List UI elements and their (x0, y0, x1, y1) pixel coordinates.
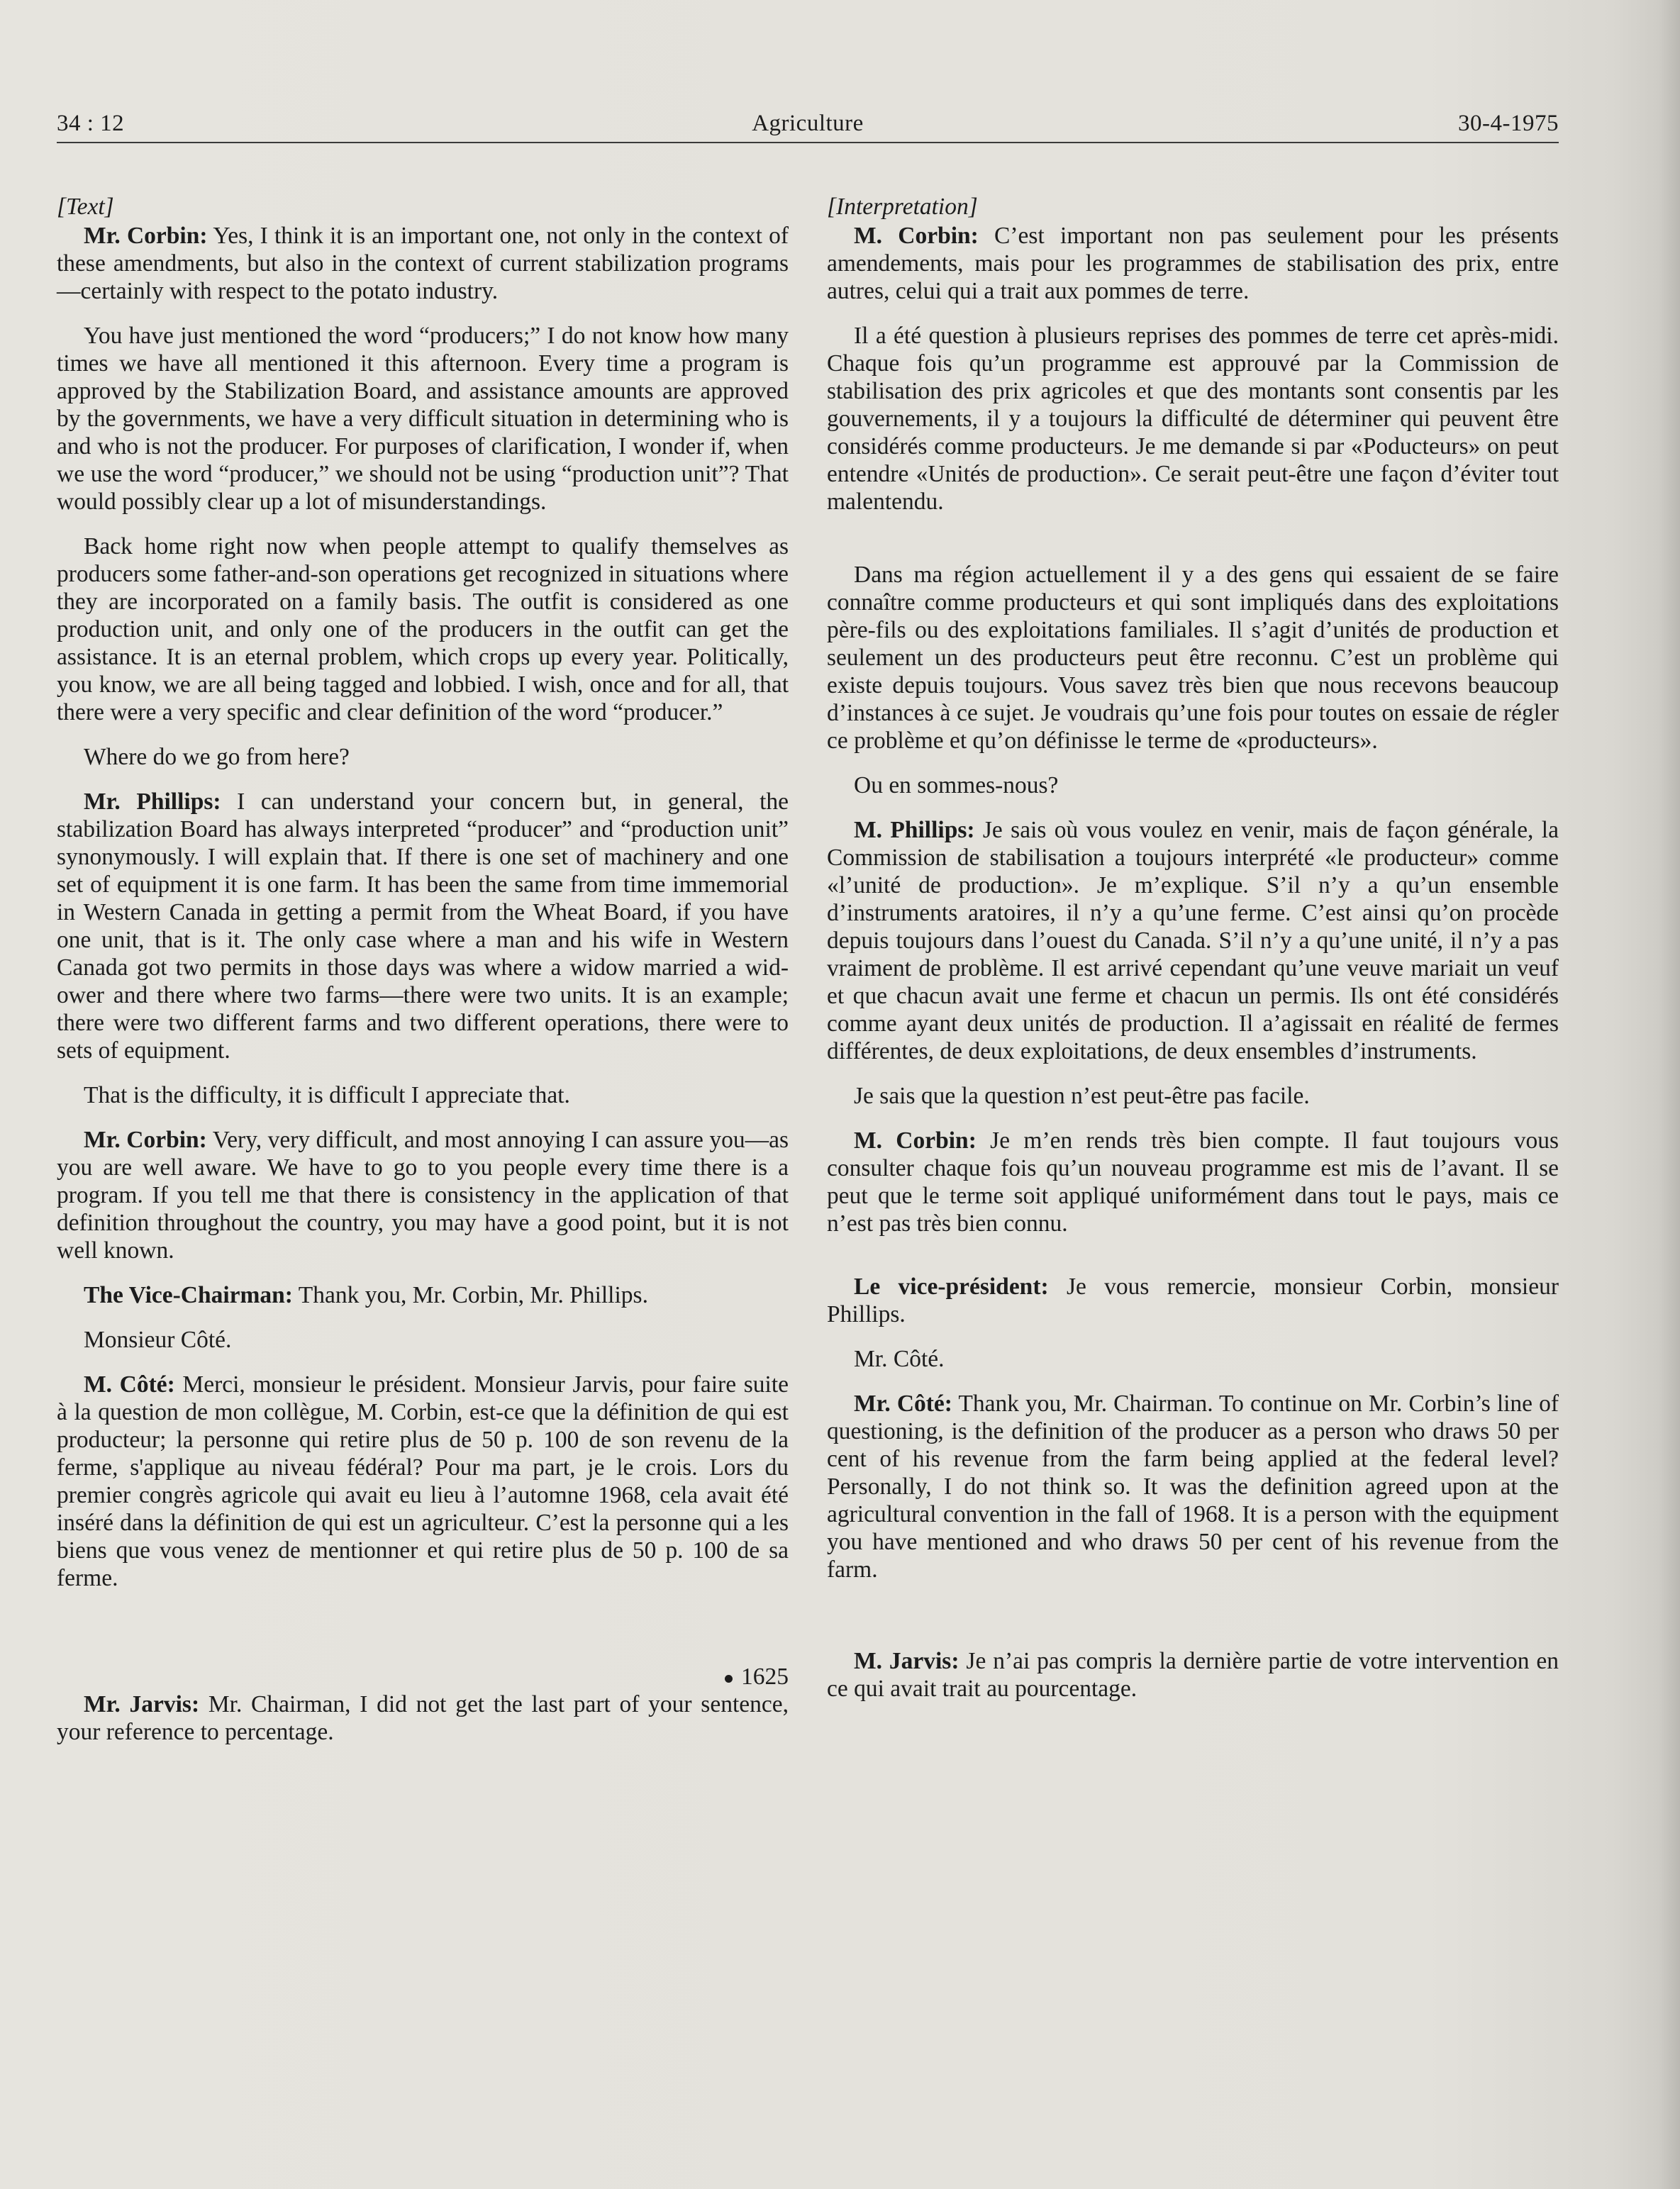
paragraph: That is the difficulty, it is difficult I appreciate that. (84, 1082, 570, 1108)
french-column (827, 193, 1559, 1720)
speaker-name: Mr. Corbin: (84, 1127, 207, 1153)
paragraph (827, 816, 1559, 1065)
paragraph: Il a été question à plusieurs reprises des pommes de terre cet après-midi. Chaque fois qu’un programme est approuvé par la Commission de stabilisation des prix agricoles et que des montants sont consentis par les gouvernements, il y a toujours la difficulté de déterminer qui peuvent être considérés comme producteurs. Je me demande si par «Poducteurs» on peut entendre «Unités de production». Ce serait peut-être une façon d’éviter tout malentendu. (827, 323, 1559, 515)
paragraph (827, 1127, 1559, 1237)
speech-text: Very, very difficult, and most annoying I can assure you—as you are well aware. We have to go to you people every time there is a program. If you tell me that there is consistency in the application of that definition throughout the country, you may have a good point, but it is not well known. (57, 1127, 789, 1264)
paragraph: Back home right now when people attempt to qualify themselves as producers some father-and-son operations get recognized in situations where they are incorporated on a family basis. The outfit is considered as one production unit, and only one of the producers in the outfit can get the assistance. It is an eternal problem, which crops up every year. Politically, you know, we are all being tagged and lobbied. I wish, once and for all, that there were a very specific and clear definition of the word “producer.” (57, 533, 789, 725)
paragraph: Monsieur Côté. (84, 1327, 232, 1353)
speech-text: Je m’en rends très bien compte. Il faut toujours vous consulter chaque fois qu’un nouveau programme est mis de l’avant. Il se peut que le terme soit appliqué uniformément dans tout le pays, mais ce n’est pas très bien connu. (827, 1127, 1559, 1237)
column-label: [Interpretation] (827, 194, 978, 220)
speaker-name: Le vice-président: (854, 1274, 1049, 1300)
speech-text: Je n’ai pas compris la dernière partie de votre intervention en ce qui avait trait au pourcentage. (827, 1648, 1559, 1702)
paragraph: Dans ma région actuellement il y a des gens qui essaient de se faire connaître comme producteurs et qui sont impliqués dans des exploitations père-fils ou des exploitations familiales. Il s’agit d’unités de production et seulement un des producteurs peut être reconnu. C’est un problème qui existe depuis toujours. Vous savez très bien que nous recevons beaucoup d’instances à ce sujet. Je voudrais qu’une fois pour toutes on essaie de régler ce problème et qu’on définisse le terme de «producteurs». (827, 562, 1559, 754)
speaker-name: M. Jarvis: (854, 1648, 959, 1674)
paragraph (827, 1273, 1559, 1328)
header-title: Agriculture (752, 111, 864, 136)
speaker-name: The Vice-Chairman: (84, 1282, 293, 1308)
paragraph: Where do we go from here? (84, 744, 350, 770)
page-reference: 34 : 12 (57, 111, 125, 136)
speaker-name: M. Côté: (84, 1371, 175, 1398)
speaker-name: Mr. Phillips: (84, 789, 221, 815)
time-marker-value: 1625 (741, 1664, 789, 1690)
paragraph (827, 1390, 1559, 1583)
speech-text: Je vous remercie, monsieur Corbin, monsieur Phillips. (827, 1274, 1559, 1327)
header-date: 30-4-1975 (1458, 111, 1559, 136)
paragraph (57, 1691, 789, 1746)
speaker-name: M. Corbin: (854, 1127, 977, 1154)
header-rule (57, 142, 1559, 143)
english-column (57, 193, 789, 1763)
speech-text: Yes, I think it is an important one, not only in the context of these amendments, but also in the context of current stabilization programs—certainly with respect to the potato industry. (57, 223, 789, 304)
paragraph (57, 788, 789, 1064)
paragraph (827, 1647, 1559, 1703)
speaker-name: M. Corbin: (854, 223, 979, 249)
page-edge-shadow (1659, 0, 1680, 2189)
bullet-icon (725, 1675, 733, 1683)
time-marker (57, 1663, 789, 1691)
speech-text: I can understand your concern but, in general, the stabilization Board has always interpreted “producer” and “production unit” synonymously. I will explain that. If there is one set of machinery and one set of equipment it is one farm. It has been the same from time immemorial in Western Canada in getting a permit from the Wheat Board, if you have one unit, that is it. The only case where a man and his wife in Western Canada got two permits in those days was where a widow married a widower and there where two farms—there were two units. It is an example; there were two different farms and two different operations, there were to sets of equipment. (57, 789, 789, 1064)
speech-text: C’est important non pas seulement pour les présents amendements, mais pour les programmes de stabilisation des prix, entre autres, celui qui a trait aux pommes de terre. (827, 223, 1559, 304)
paragraph: Ou en sommes-nous? (854, 772, 1059, 798)
paragraph (57, 1281, 789, 1309)
speaker-name: M. Phillips: (854, 817, 975, 843)
paragraph: Mr. Côté. (854, 1346, 945, 1372)
speaker-name: Mr. Jarvis: (84, 1691, 200, 1717)
paragraph (827, 222, 1559, 305)
speaker-name: Mr. Corbin: (84, 223, 208, 249)
paragraph (57, 1371, 789, 1592)
speaker-name: Mr. Côté: (854, 1391, 952, 1417)
column-label: [Text] (57, 194, 114, 220)
speech-text: Je sais où vous voulez en venir, mais de façon générale, la Commission de stabilisation a toujours interprété «le producteur» comme «l’unité de production». Je m’explique. S’il n’y a qu’un ensemble d’instruments aratoires, il n’y a qu’une ferme. C’est ainsi qu’on procède depuis toujours dans l’ouest du Canada. S’il n’y a qu’une unité, il n’y a pas vraiment de problème. Il est arrivé cependant qu’une veuve mariait un veuf et que chacun avait une ferme et chacun un permis. Ils ont été considérés comme ayant deux unités de production. Il a’agissait en réalité de fermes différentes, de deux exploitations, de deux ensembles d’instruments. (827, 817, 1559, 1064)
speech-text: Merci, monsieur le président. Monsieur Jarvis, pour faire suite à la question de mon collègue, M. Corbin, est-ce que la définition de qui est producteur; la personne qui retire plus de 50 p. 100 de son revenu de la ferme, s'applique au niveau fédéral? Pour ma part, je le crois. Lors du premier congrès agricole qui avait eu lieu à l’automne 1968, cela avait été inséré dans la définition de qui est un agriculteur. C’est la personne qui a les biens que vous venez de mentionner et qui retire plus de 50 p. 100 de sa ferme. (57, 1371, 789, 1591)
paragraph (57, 222, 789, 305)
paragraph (57, 1126, 789, 1264)
speech-text: Mr. Chairman, I did not get the last part of your sentence, your reference to percentage. (57, 1691, 789, 1745)
paragraph: You have just mentioned the word “producers;” I do not know how many times we have all mentioned it this afternoon. Every time a program is approved by the Stabilization Board, and assistance amounts are approved by the governments, we have a very difficult situation in determining who is and who is not the producer. For purposes of clarification, I wonder if, when we use the word “producer,” we should not be using “production unit”? That would possibly clear up a lot of misunderstandings. (57, 323, 789, 515)
speech-text: Thank you, Mr. Chairman. To continue on Mr. Corbin’s line of questioning, is the definition of the producer as a person who draws 50 per cent of his revenue from the farm being applied at the federal level? Personally, I do not think so. It was the definition agreed upon at the agricultural convention in the fall of 1968. It is a person with the equipment you have mentioned and who draws 50 per cent of his revenue from the farm. (827, 1391, 1559, 1583)
speech-text: Thank you, Mr. Corbin, Mr. Phillips. (292, 1282, 648, 1308)
paragraph: Je sais que la question n’est peut-être pas facile. (854, 1083, 1310, 1109)
running-header (57, 106, 1559, 142)
